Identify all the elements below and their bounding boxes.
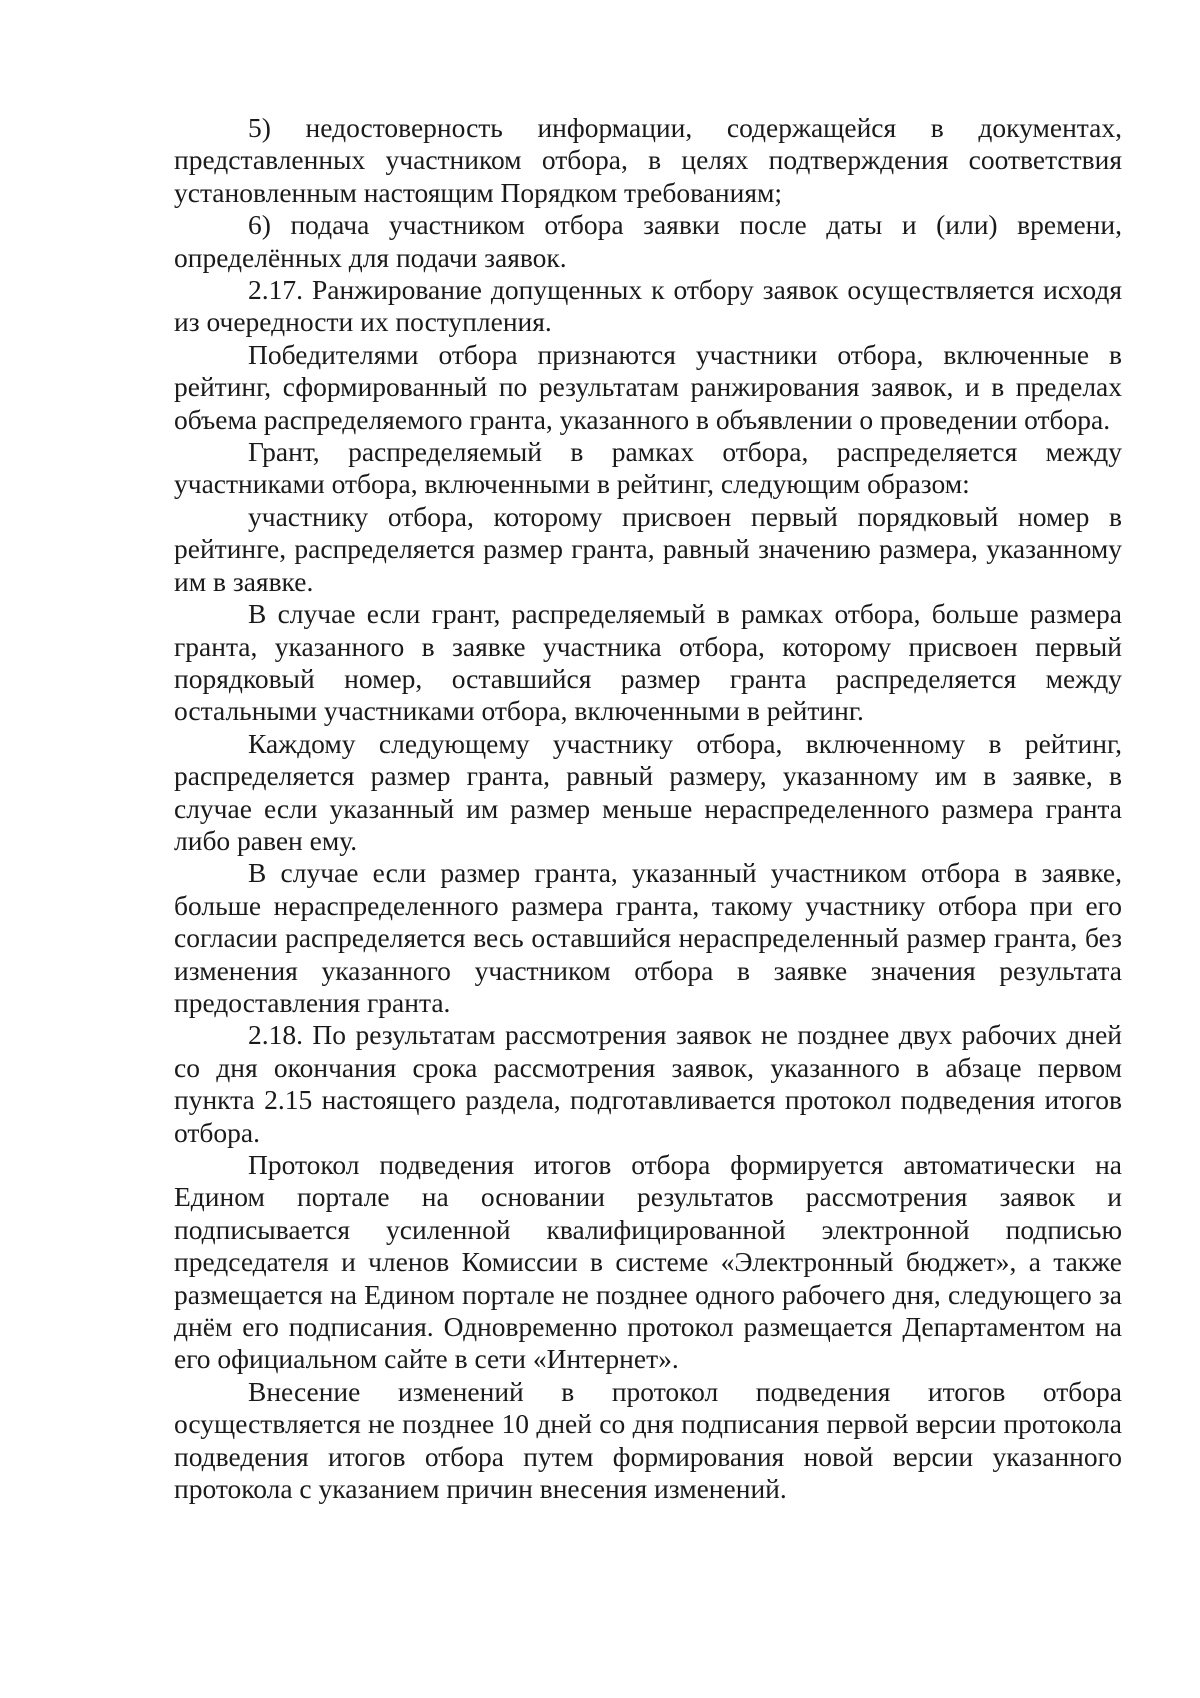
- paragraph-winners: Победителями отбора признаются участники отбора, включенные в рейтинг, сформированный по результатам ранжирования заявок, и в пределах объема распределяемого гранта, указанного в объявлении о проведении отбора.: [174, 338, 1122, 435]
- document-body: [174, 112, 1122, 1505]
- paragraph-remaining-grant: В случае если грант, распределяемый в рамках отбора, больше размера гранта, указанного в заявке участника отбора, которому присвоен первый порядковый номер, оставшийся размер гранта распределяется между остальными участниками отбора, включенными в рейтинг.: [174, 598, 1122, 727]
- paragraph-item-6: 6) подача участником отбора заявки после даты и (или) времени, определённых для подачи заявок.: [174, 209, 1122, 273]
- paragraph-2-18: 2.18. По результатам рассмотрения заявок не позднее двух рабочих дней со дня окончания срока рассмотрения заявок, указанного в абзаце первом пункта 2.15 настоящего раздела, подготавливается протокол подведения итогов отбора.: [174, 1019, 1122, 1148]
- paragraph-grant-exceeds: В случае если размер гранта, указанный участником отбора в заявке, больше нераспределенного размера гранта, такому участнику отбора при его согласии распределяется весь оставшийся нераспределенный размер гранта, без изменения указанного участником отбора в заявке значения результата предоставления гранта.: [174, 857, 1122, 1018]
- paragraph-first-participant: участнику отбора, которому присвоен первый порядковый номер в рейтинге, распределяется размер гранта, равный значению размера, указанному им в заявке.: [174, 500, 1122, 597]
- paragraph-protocol-changes: Внесение изменений в протокол подведения итогов отбора осуществляется не позднее 10 дней со дня подписания первой версии протокола подведения итогов отбора путем формирования новой версии указанного протокола с указанием причин внесения изменений.: [174, 1375, 1122, 1505]
- paragraph-item-5: 5) недостоверность информации, содержащейся в документах, представленных участником отбора, в целях подтверждения соответствия установленным настоящим Порядком требованиям;: [174, 112, 1122, 208]
- paragraph-each-next-participant: Каждому следующему участнику отбора, включенному в рейтинг, распределяется размер гранта, равный размеру, указанному им в заявке, в случае если указанный им размер меньше нераспределенного размера гранта либо равен ему.: [174, 727, 1122, 856]
- paragraph-grant-distribution: Грант, распределяемый в рамках отбора, распределяется между участниками отбора, включенными в рейтинг, следующим образом:: [174, 436, 1122, 500]
- paragraph-protocol-formation: Протокол подведения итогов отбора формируется автоматически на Едином портале на основании результатов рассмотрения заявок и подписывается усиленной квалифицированной электронной подписью председателя и членов Комиссии в системе «Электронный бюджет», а также размещается на Едином портале не позднее одного рабочего дня, следующего за днём его подписания. Одновременно протокол размещается Департаментом на его официальном сайте в сети «Интернет».: [174, 1149, 1122, 1375]
- paragraph-2-17: 2.17. Ранжирование допущенных к отбору заявок осуществляется исходя из очередности их поступления.: [174, 274, 1122, 338]
